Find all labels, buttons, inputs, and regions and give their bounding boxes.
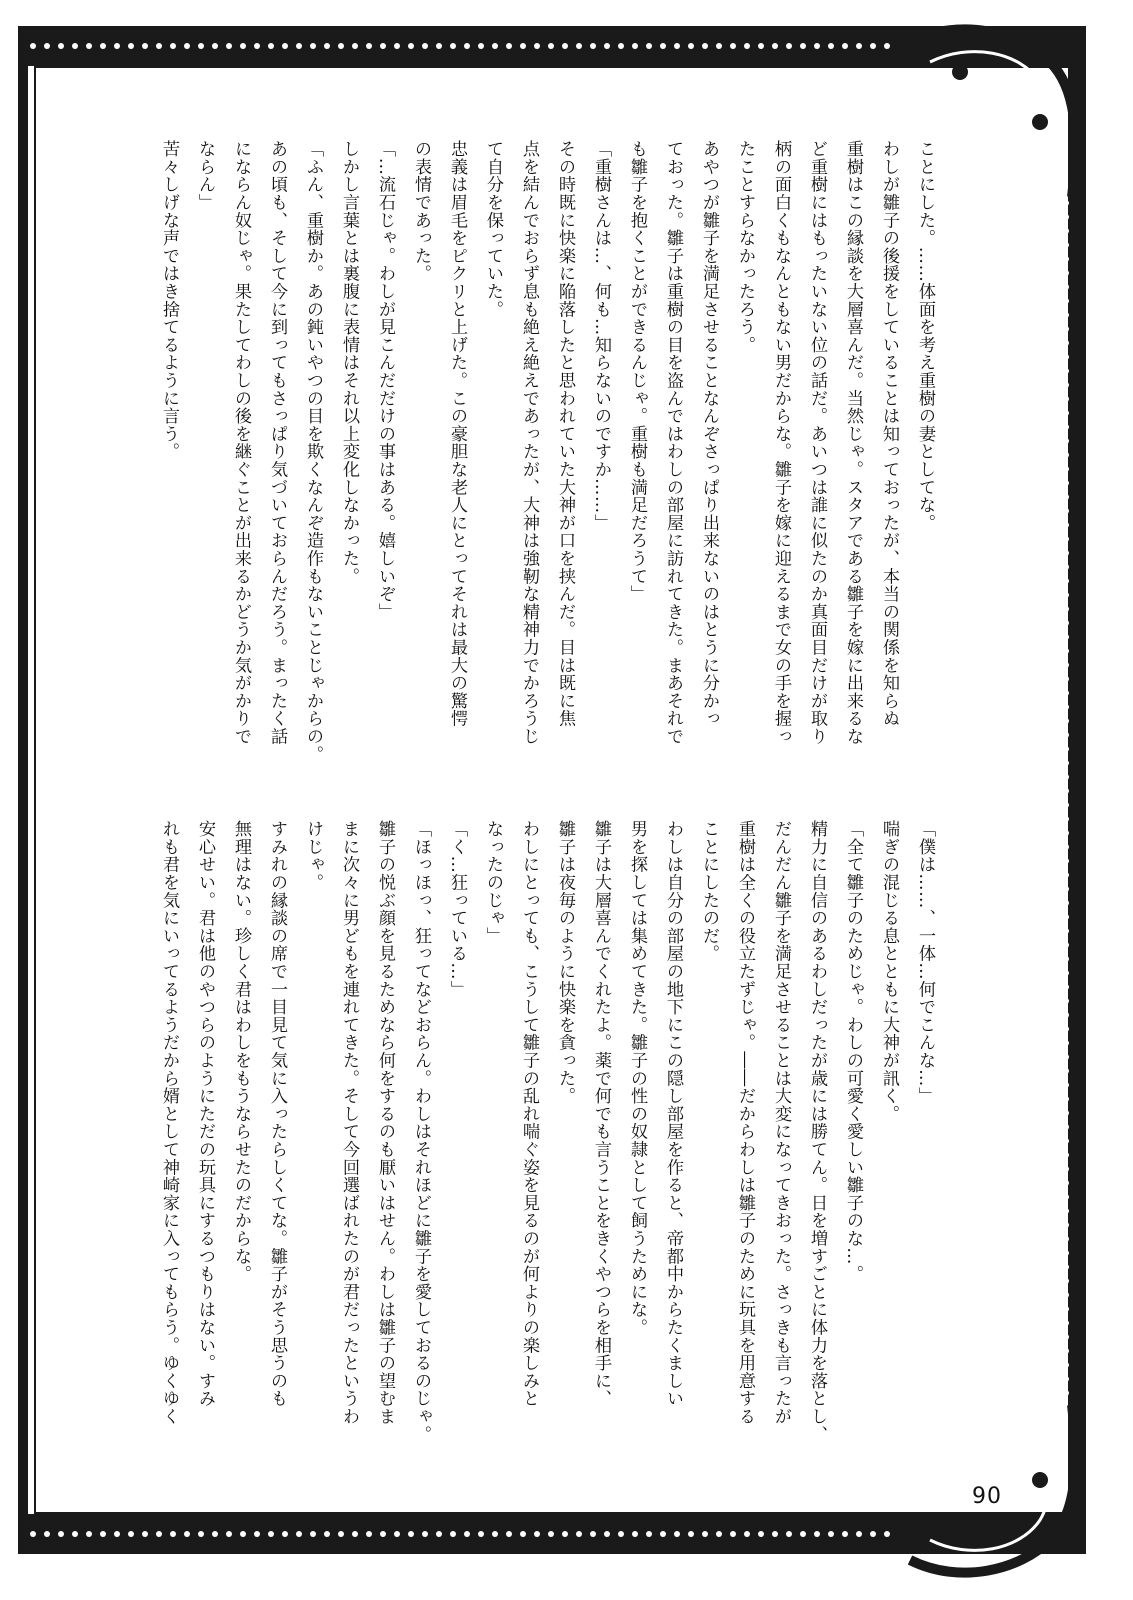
- text-line: ておった。雛子は重樹の目を盗んではわしの部屋に訪れてきた。まあそれで: [663, 140, 683, 746]
- frame-dot: [786, 43, 792, 49]
- frame-dot: [1063, 760, 1069, 766]
- text-line: あの頃も、そして今に到ってもさっぱり気づいておらんだろう。まったく話: [267, 140, 287, 746]
- frame-dot: [450, 43, 456, 49]
- frame-dot: [632, 1531, 638, 1537]
- frame-dot: [1063, 424, 1069, 430]
- frame-dot: [1063, 1278, 1069, 1284]
- frame-dot: [1063, 718, 1069, 724]
- frame-dot: [352, 1531, 358, 1537]
- text-line: わしにとっても、こうして雛子の乱れ喘ぐ姿を見るのが何よりの楽しみと: [519, 820, 539, 1408]
- frame-dot: [660, 1531, 666, 1537]
- text-line: 「僕は……、一体…何でこんな…」: [915, 820, 935, 1105]
- frame-dot: [198, 43, 204, 49]
- frame-dot: [1063, 900, 1069, 906]
- frame-dot: [1063, 858, 1069, 864]
- frame-dot: [1063, 1012, 1069, 1018]
- frame-dot: [646, 43, 652, 49]
- frame-dot: [716, 43, 722, 49]
- text-line: 「全て雛子のためじゃ。わしの可愛く愛しい雛子のな…。: [843, 820, 863, 1283]
- frame-dot: [296, 1531, 302, 1537]
- frame-dot: [1063, 788, 1069, 794]
- frame-dot: [44, 1531, 50, 1537]
- frame-dot: [1063, 466, 1069, 472]
- frame-dot: [590, 43, 596, 49]
- frame-dot: [1063, 1152, 1069, 1158]
- frame-dot: [534, 1531, 540, 1537]
- frame-dot: [1063, 844, 1069, 850]
- text-line: けじゃ。: [303, 820, 323, 892]
- frame-dot: [30, 1531, 36, 1537]
- frame-dot: [324, 1531, 330, 1537]
- text-line: だんだん雛子を満足させることは大変になってきおった。さっきも言ったが: [771, 820, 791, 1426]
- frame-dot: [114, 43, 120, 49]
- frame-dot: [268, 1531, 274, 1537]
- frame-dot: [702, 43, 708, 49]
- frame-dot: [1063, 536, 1069, 542]
- frame-dot: [1063, 872, 1069, 878]
- frame-dot: [86, 1531, 92, 1537]
- frame-dot: [1063, 522, 1069, 528]
- frame-dot: [380, 43, 386, 49]
- frame-dot: [450, 1531, 456, 1537]
- frame-dot: [786, 1531, 792, 1537]
- frame-dot: [282, 1531, 288, 1537]
- frame-dot: [688, 1531, 694, 1537]
- frame-dot: [856, 1531, 862, 1537]
- frame-dot: [170, 43, 176, 49]
- text-line: 安心せい。君は他のやつらのようにただの玩具にするつもりはない。すみ: [195, 820, 215, 1408]
- frame-dot: [1063, 1320, 1069, 1326]
- frame-dot: [1063, 242, 1069, 248]
- frame-dot: [1063, 704, 1069, 710]
- frame-dot: [310, 1531, 316, 1537]
- frame-dot: [702, 1531, 708, 1537]
- frame-dot: [814, 43, 820, 49]
- frame-dot: [772, 1531, 778, 1537]
- page-number: 90: [972, 1484, 1002, 1509]
- frame-dot: [86, 43, 92, 49]
- frame-dot: [1063, 410, 1069, 416]
- frame-dot: [156, 43, 162, 49]
- text-line: 男を探しては集めてきた。雛子の性の奴隷として飼うためにな。: [627, 820, 647, 1337]
- frame-dot: [758, 1531, 764, 1537]
- text-line: 苦々しげな声ではき捨てるように言う。: [159, 140, 179, 461]
- frame-dot: [394, 43, 400, 49]
- frame-dot: [772, 43, 778, 49]
- frame-dot: [1063, 340, 1069, 346]
- frame-dot: [492, 43, 498, 49]
- text-line: 無理はない。珍しく君はわしをもうならせたのだからな。: [231, 820, 251, 1283]
- frame-dot: [492, 1531, 498, 1537]
- frame-dot: [1063, 1264, 1069, 1270]
- frame-dot: [828, 1531, 834, 1537]
- frame-dot: [184, 43, 190, 49]
- frame-dot: [1063, 480, 1069, 486]
- text-line: わしは自分の部屋の地下にこの隠し部屋を作ると、帝都中からたくましい: [663, 820, 683, 1408]
- text-line: ことにしたのだ。: [699, 820, 719, 963]
- frame-dot: [1063, 368, 1069, 374]
- frame-dot: [156, 1531, 162, 1537]
- frame-dot: [1063, 970, 1069, 976]
- frame-dot: [1063, 802, 1069, 808]
- frame-dot: [72, 1531, 78, 1537]
- frame-dot: [744, 1531, 750, 1537]
- text-line: その時既に快楽に陥落したと思われていた大神が口を挟んだ。目は既に焦: [555, 140, 575, 728]
- frame-dot: [1063, 382, 1069, 388]
- frame-dot: [1063, 928, 1069, 934]
- text-line: て自分を保っていた。: [483, 140, 503, 318]
- lower-text-block: [153, 820, 943, 1443]
- frame-dot: [1063, 508, 1069, 514]
- frame-dot: [1063, 1138, 1069, 1144]
- frame-dot: [478, 43, 484, 49]
- frame-dot: [1063, 564, 1069, 570]
- text-line: 喘ぎの混じる息とともに大神が訊く。: [879, 820, 899, 1123]
- frame-dot: [100, 43, 106, 49]
- frame-dot: [464, 1531, 470, 1537]
- frame-dot: [1063, 1068, 1069, 1074]
- frame-dot: [1063, 214, 1069, 220]
- frame-dot: [1063, 662, 1069, 668]
- frame-dot: [1063, 1180, 1069, 1186]
- frame-dot: [212, 1531, 218, 1537]
- frame-dot: [562, 1531, 568, 1537]
- frame-dot: [58, 1531, 64, 1537]
- text-line: れも君を気にいってるようだから婿として神崎家に入ってもらう。ゆくゆく: [159, 820, 179, 1426]
- text-line: 精力に自信のあるわしだったが歳には勝てん。日を増すごとに体力を落とし、: [807, 820, 827, 1443]
- frame-dot: [1063, 732, 1069, 738]
- text-line: たことすらなかったろう。: [735, 140, 755, 354]
- frame-dot: [366, 1531, 372, 1537]
- frame-dot: [1063, 256, 1069, 262]
- frame-dot: [142, 43, 148, 49]
- frame-dot: [296, 43, 302, 49]
- frame-dot: [534, 43, 540, 49]
- frame-dot: [730, 43, 736, 49]
- frame-dot: [520, 43, 526, 49]
- frame-dot: [1063, 298, 1069, 304]
- frame-dot: [520, 1531, 526, 1537]
- frame-dot: [1063, 1334, 1069, 1340]
- frame-dot: [716, 1531, 722, 1537]
- frame-dot: [604, 43, 610, 49]
- frame-dot: [1063, 312, 1069, 318]
- frame-dot: [632, 43, 638, 49]
- frame-dot: [436, 1531, 442, 1537]
- frame-dot: [226, 43, 232, 49]
- frame-dot: [828, 43, 834, 49]
- frame-dot: [58, 43, 64, 49]
- frame-dot: [1063, 1166, 1069, 1172]
- text-line: 重樹はこの縁談を大層喜んだ。当然じゃ。スタアである雛子を嫁に出来るな: [843, 140, 863, 746]
- frame-dot: [422, 1531, 428, 1537]
- frame-dot: [884, 1531, 890, 1537]
- frame-dot: [576, 43, 582, 49]
- text-line: 「ふん、重樹か。あの鈍いやつの目を欺くなんぞ造作もないことじゃからの。: [303, 140, 323, 763]
- frame-dot: [1063, 816, 1069, 822]
- frame-dot: [842, 1531, 848, 1537]
- frame-dot: [1063, 438, 1069, 444]
- frame-dot: [338, 43, 344, 49]
- frame-dot: [464, 43, 470, 49]
- text-line: 雛子の悦ぶ顔を見るためなら何をするのも厭いはせん。わしは雛子の望むま: [375, 820, 395, 1426]
- frame-dot: [562, 43, 568, 49]
- text-line: 点を結んでおらず息も絶え絶えであったが、大神は強靭な精神力でかろうじ: [519, 140, 539, 746]
- frame-dot: [352, 43, 358, 49]
- frame-dot: [114, 1531, 120, 1537]
- text-line: も雛子を抱くことができるんじゃ。重樹も満足だろうて」: [627, 140, 647, 603]
- frame-dot: [282, 43, 288, 49]
- frame-dot: [1063, 494, 1069, 500]
- frame-dot: [1063, 1124, 1069, 1130]
- frame-dot: [1063, 690, 1069, 696]
- frame-dot: [198, 1531, 204, 1537]
- frame-dot: [674, 1531, 680, 1537]
- frame-dot: [1063, 550, 1069, 556]
- frame-dot: [800, 1531, 806, 1537]
- frame-dot: [268, 43, 274, 49]
- frame-dot: [506, 1531, 512, 1537]
- frame-dot: [1063, 270, 1069, 276]
- frame-dot: [1063, 1026, 1069, 1032]
- frame-dot: [870, 43, 876, 49]
- text-line: 重樹は全くの役立たずじゃ。――だからわしは雛子のために玩具を用意する: [735, 820, 755, 1426]
- frame-dot: [674, 43, 680, 49]
- text-line: の表情であった。: [411, 140, 431, 283]
- frame-dot: [100, 1531, 106, 1537]
- frame-dot: [1063, 284, 1069, 290]
- frame-dot: [408, 43, 414, 49]
- frame-dot: [1063, 1250, 1069, 1256]
- frame-dot: [310, 43, 316, 49]
- frame-dot: [506, 43, 512, 49]
- frame-dot: [814, 1531, 820, 1537]
- frame-dot: [1063, 830, 1069, 836]
- frame-dot: [1063, 1110, 1069, 1116]
- text-line: ことにした。……体面を考え重樹の妻としてな。: [915, 140, 935, 532]
- frame-dot: [758, 43, 764, 49]
- frame-dot: [1063, 942, 1069, 948]
- frame-dot: [884, 43, 890, 49]
- frame-dot: [1063, 326, 1069, 332]
- frame-dot: [1063, 984, 1069, 990]
- frame-dot: [30, 43, 36, 49]
- frame-dot: [128, 43, 134, 49]
- frame-dot: [618, 1531, 624, 1537]
- text-line: ど重樹にはもったいない位の話だ。あいつは誰に似たのか真面目だけが取り: [807, 140, 827, 746]
- frame-dot: [226, 1531, 232, 1537]
- text-line: しかし言葉とは裏腹に表情はそれ以上変化しなかった。: [339, 140, 359, 585]
- frame-dot: [128, 1531, 134, 1537]
- text-line: ならん」: [195, 140, 215, 212]
- frame-dot: [394, 1531, 400, 1537]
- frame-dot: [380, 1531, 386, 1537]
- frame-dot: [576, 1531, 582, 1537]
- frame-dot: [1063, 676, 1069, 682]
- frame-dot: [212, 43, 218, 49]
- frame-dot: [1063, 774, 1069, 780]
- frame-dot: [254, 1531, 260, 1537]
- text-line: まに次々に男どもを連れてきた。そして今回選ばれたのが君だったというわ: [339, 820, 359, 1426]
- frame-dot: [548, 43, 554, 49]
- frame-dot: [170, 1531, 176, 1537]
- frame-dot: [408, 1531, 414, 1537]
- frame-dot: [1063, 1040, 1069, 1046]
- frame-dot: [730, 1531, 736, 1537]
- text-line: にならん奴じゃ。果たしてわしの後を継ぐことが出来るかどうか気がかりで: [231, 140, 251, 746]
- frame-dot: [800, 43, 806, 49]
- frame-dot: [604, 1531, 610, 1537]
- frame-dot: [1063, 354, 1069, 360]
- frame-dot: [142, 1531, 148, 1537]
- frame-dot: [1063, 452, 1069, 458]
- frame-dot: [1063, 1194, 1069, 1200]
- frame-dot: [324, 43, 330, 49]
- frame-dot: [338, 1531, 344, 1537]
- frame-dot: [44, 43, 50, 49]
- frame-dot: [1063, 578, 1069, 584]
- frame-dot: [1063, 1082, 1069, 1088]
- text-line: あやつが雛子を満足させることなんぞさっぱり出来ないのはとうに分かっ: [699, 140, 719, 728]
- frame-dot: [254, 43, 260, 49]
- frame-dot: [366, 43, 372, 49]
- frame-dot: [1063, 1376, 1069, 1382]
- text-line: 柄の面白くもなんともない男だからな。雛子を嫁に迎えるまで女の手を握っ: [771, 140, 791, 746]
- frame-dot: [1063, 648, 1069, 654]
- frame-dot: [1063, 228, 1069, 234]
- frame-dot: [1063, 1208, 1069, 1214]
- frame-dot: [590, 1531, 596, 1537]
- frame-dot: [436, 43, 442, 49]
- frame-dot: [1063, 914, 1069, 920]
- frame-dot: [184, 1531, 190, 1537]
- frame-dot: [744, 43, 750, 49]
- frame-dot: [240, 1531, 246, 1537]
- text-line: 忠義は眉毛をピクリと上げた。この豪胆な老人にとってそれは最大の驚愕: [447, 140, 467, 728]
- text-line: 「ほっほっ、狂ってなどおらん。わしはそれほどに雛子を愛しておるのじゃ。: [411, 820, 431, 1443]
- frame-dot: [842, 43, 848, 49]
- frame-dot: [646, 1531, 652, 1537]
- text-line: 雛子は大層喜んでくれたよ。薬で何でも言うことをきくやつらを相手に、: [591, 820, 611, 1408]
- text-line: 「重樹さんは…、何も…知らないのですか……」: [591, 140, 611, 532]
- frame-dot: [240, 43, 246, 49]
- frame-dot: [1063, 606, 1069, 612]
- frame-dot: [1063, 746, 1069, 752]
- frame-dot: [1063, 1096, 1069, 1102]
- frame-dot: [422, 43, 428, 49]
- frame-dot: [1063, 956, 1069, 962]
- frame-dot: [1063, 592, 1069, 598]
- frame-dot: [1063, 1306, 1069, 1312]
- frame-dot: [548, 1531, 554, 1537]
- frame-dot: [1063, 396, 1069, 402]
- frame-dot: [870, 1531, 876, 1537]
- frame-dot: [688, 43, 694, 49]
- text-line: すみれの縁談の席で一目見て気に入ったらしくてな。雛子がそう思うのも: [267, 820, 287, 1408]
- text-line: 「…流石じゃ。わしが見こんだだけの事はある。嬉しいぞ」: [375, 140, 395, 621]
- frame-dot: [1063, 620, 1069, 626]
- frame-dot: [1063, 634, 1069, 640]
- frame-dot: [478, 1531, 484, 1537]
- frame-dot: [1063, 1222, 1069, 1228]
- frame-dot: [1063, 1236, 1069, 1242]
- upper-text-block: [153, 140, 943, 780]
- text-line: なったのじゃ」: [483, 820, 503, 945]
- frame-dot: [1063, 1292, 1069, 1298]
- frame-dot: [660, 43, 666, 49]
- frame-dot: [1063, 1348, 1069, 1354]
- frame-dot: [1063, 998, 1069, 1004]
- frame-dot: [72, 43, 78, 49]
- text-line: 雛子は夜毎のように快楽を貪った。: [555, 820, 575, 1105]
- frame-dot: [856, 43, 862, 49]
- text-line: わしが雛子の後援をしていることは知っておったが、本当の関係を知らぬ: [879, 140, 899, 728]
- text-line: 「く…狂っている…」: [447, 820, 467, 998]
- frame-dot: [618, 43, 624, 49]
- frame-dot: [1063, 1362, 1069, 1368]
- frame-dot: [1063, 1054, 1069, 1060]
- frame-dot: [1063, 886, 1069, 892]
